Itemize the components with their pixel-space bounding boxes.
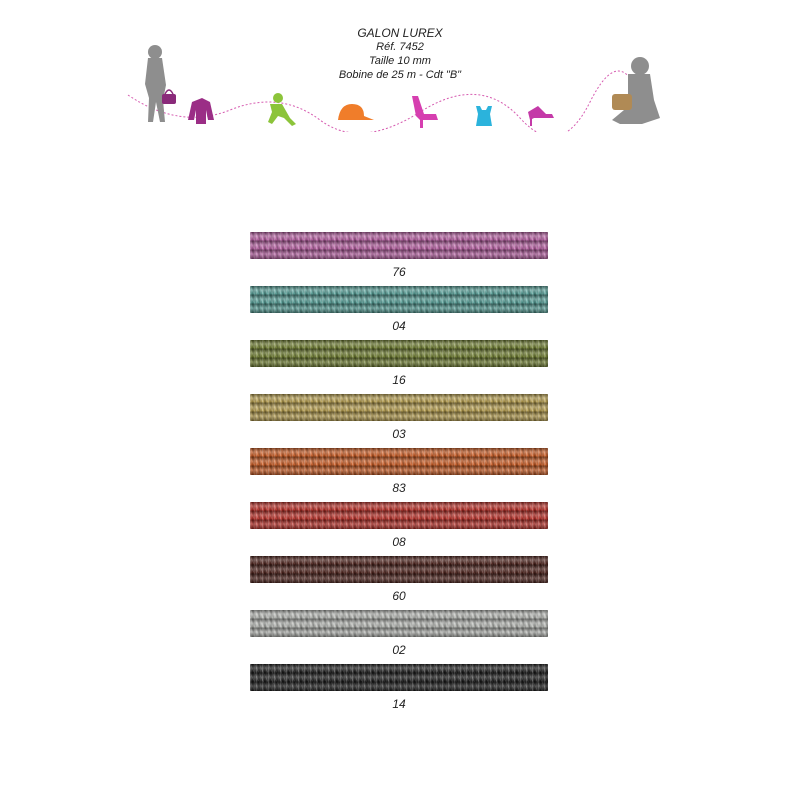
product-packaging: Bobine de 25 m - Cdt "B": [338, 69, 462, 81]
swatch-item: [250, 232, 548, 286]
chair-icon: [412, 96, 438, 128]
seated-woman-silhouette-icon: [612, 57, 660, 124]
swatch-list: [250, 232, 548, 718]
color-code-label: 08: [392, 535, 406, 549]
lurex-ribbon-swatch: [250, 502, 548, 529]
swatch-item: [250, 664, 548, 718]
standing-woman-silhouette-icon: [145, 45, 166, 122]
lurex-ribbon-swatch: [250, 340, 548, 367]
lurex-ribbon-swatch: [250, 232, 548, 259]
color-code-label: 14: [392, 697, 406, 711]
color-code-label: 03: [392, 427, 406, 441]
lurex-ribbon-swatch: [250, 286, 548, 313]
product-reference: Réf. 7452: [376, 41, 424, 53]
color-code-label: 76: [392, 265, 406, 279]
seated-figure-icon: [268, 93, 296, 126]
page-header: [0, 0, 800, 140]
product-title: GALON LUREX: [357, 26, 443, 40]
color-code-label: 04: [392, 319, 406, 333]
swatch-item: [250, 502, 548, 556]
jacket-icon: [188, 98, 214, 124]
swatch-item: [250, 394, 548, 448]
swatch-item: [250, 448, 548, 502]
high-heel-icon: [528, 106, 554, 126]
lurex-ribbon-swatch: [250, 556, 548, 583]
color-code-label: 02: [392, 643, 406, 657]
decorative-banner: [120, 40, 680, 132]
color-code-label: 60: [392, 589, 406, 603]
lurex-ribbon-swatch: [250, 394, 548, 421]
swatch-item: [250, 610, 548, 664]
cap-icon: [338, 104, 374, 120]
swatch-item: [250, 286, 548, 340]
swatch-item: [250, 340, 548, 394]
lurex-ribbon-swatch: [250, 610, 548, 637]
product-size: Taille 10 mm: [369, 55, 431, 67]
lurex-ribbon-swatch: [250, 448, 548, 475]
lurex-ribbon-swatch: [250, 664, 548, 691]
swatch-item: [250, 556, 548, 610]
tank-top-icon: [476, 106, 492, 126]
color-code-label: 16: [392, 373, 406, 387]
color-code-label: 83: [392, 481, 406, 495]
